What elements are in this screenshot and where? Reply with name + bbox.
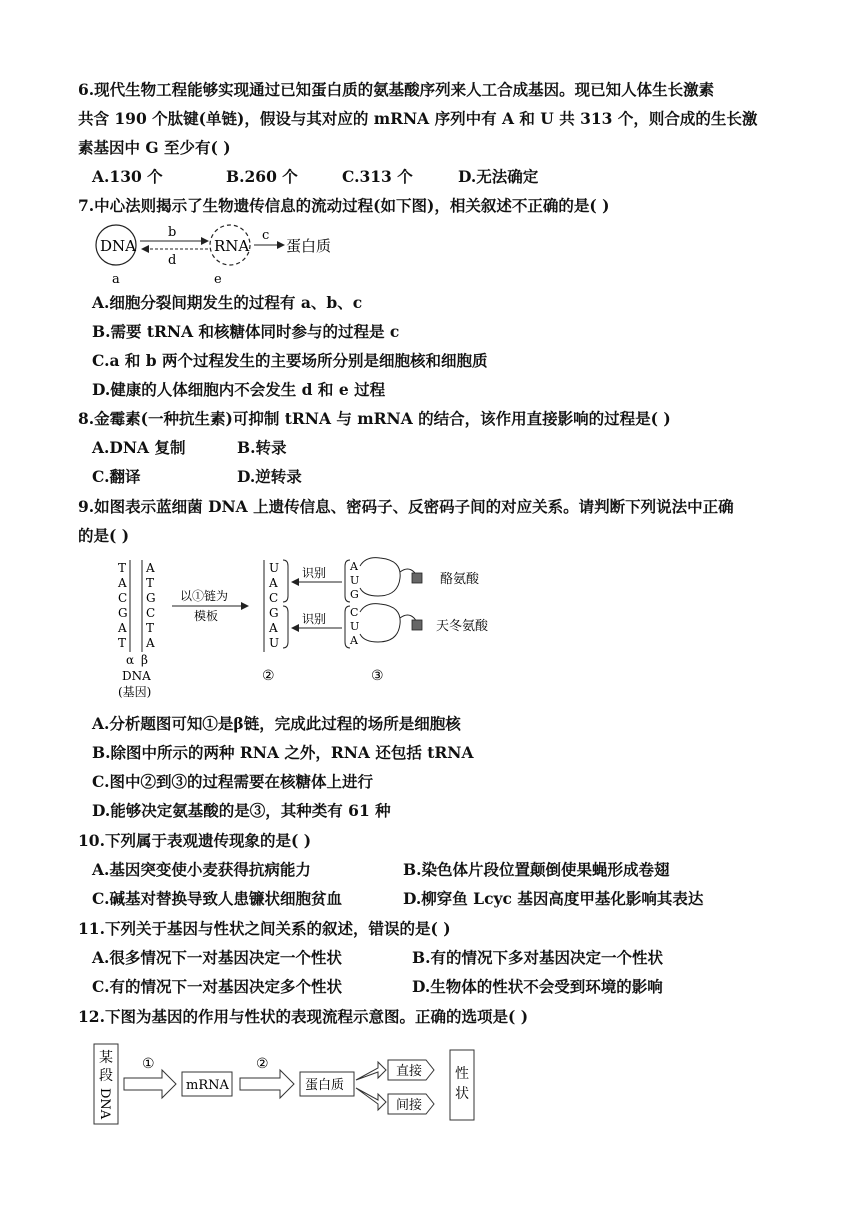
mrna-label: mRNA	[186, 1078, 229, 1093]
trna-1-amino-box	[412, 573, 422, 583]
indirect-arrow	[356, 1088, 386, 1110]
alpha-base-6: T	[118, 636, 127, 650]
num-3: ③	[371, 668, 384, 684]
q11-option-a: A.很多情况下一对基因决定一个性状	[92, 948, 342, 967]
mrna-base-4: G	[269, 606, 279, 620]
label-a: a	[112, 272, 120, 287]
q7-option-a: A.细胞分裂间期发生的过程有 a、b、c	[92, 293, 363, 312]
q6-option-b: B.260 个	[226, 167, 298, 186]
step-2-label: ②	[256, 1056, 269, 1072]
q11-option-b: B.有的情况下多对基因决定一个性状	[412, 948, 663, 967]
label-d: d	[168, 253, 177, 268]
num-2: ②	[262, 668, 275, 684]
mrna-codon-bracket-2	[283, 606, 288, 648]
q11-option-c: C.有的情况下一对基因决定多个性状	[92, 977, 342, 996]
trna-1-anticodon-3: G	[350, 588, 359, 601]
mrna-base-1: U	[269, 561, 280, 575]
gene-char-1: 某	[99, 1050, 113, 1066]
label-e: e	[214, 272, 222, 287]
alpha-label: α	[126, 653, 135, 667]
q8-option-b: B.转录	[237, 438, 287, 457]
q8-stem: 8.金霉素(一种抗生素)可抑制 tRNA 与 mRNA 的结合，该作用直接影响的过程是( )	[78, 409, 671, 428]
q9-line-2: 的是( )	[78, 526, 130, 545]
dna-label: DNA	[122, 669, 151, 683]
gene-expression-flowchart	[90, 1040, 490, 1130]
gene-char-3: DNA	[97, 1088, 112, 1120]
beta-base-3: G	[146, 591, 156, 605]
q9-line-1: 9.如图表示蓝细菌 DNA 上遗传信息、密码子、反密码子间的对应关系。请判断下列说法中正确	[78, 497, 734, 516]
trait-char-2: 状	[455, 1086, 469, 1102]
trait-box	[450, 1050, 474, 1120]
q10-option-c: C.碱基对替换导致人患镰状细胞贫血	[92, 889, 342, 908]
alpha-base-1: T	[118, 561, 127, 575]
q6-option-a: A.130 个	[92, 167, 163, 186]
trna-1-shape	[360, 558, 420, 596]
trna-2-shape	[360, 604, 420, 642]
q6-line-1: 6.现代生物工程能够实现通过已知蛋白质的氨基酸序列来人工合成基因。现已知人体生长激素	[78, 80, 715, 99]
protein-label: 蛋白质	[305, 1078, 345, 1093]
gene-label: (基因)	[118, 685, 152, 699]
indirect-label: 间接	[396, 1098, 423, 1113]
alpha-base-2: A	[118, 576, 127, 590]
trna-2-anticodon-1: C	[350, 606, 359, 619]
beta-base-4: C	[146, 606, 156, 620]
beta-base-2: T	[146, 576, 155, 590]
label-b: b	[168, 225, 177, 240]
recognize-label-1: 识别	[302, 566, 327, 580]
recognize-label-2: 识别	[302, 612, 327, 626]
q7-option-c: C.a 和 b 两个过程发生的主要场所分别是细胞核和细胞质	[92, 351, 488, 370]
mrna-codon-bracket-1	[283, 560, 288, 602]
alpha-base-4: G	[118, 606, 128, 620]
trna-1-anticodon-2: U	[350, 574, 360, 587]
beta-label: β	[141, 653, 148, 667]
q8-option-d: D.逆转录	[237, 467, 302, 486]
q10-stem: 10.下列属于表观遗传现象的是( )	[78, 831, 312, 850]
beta-base-1: A	[146, 561, 155, 575]
trna-2-amino-box	[412, 620, 422, 630]
codon-diagram	[110, 556, 530, 706]
q7-option-b: B.需要 tRNA 和核糖体同时参与的过程是 c	[92, 322, 400, 341]
step-1-arrow	[124, 1070, 176, 1098]
direct-arrow	[356, 1062, 386, 1080]
q10-option-a: A.基因突变使小麦获得抗病能力	[92, 860, 311, 879]
step-1-label: ①	[142, 1056, 155, 1072]
central-dogma-rna: RNA	[214, 237, 250, 255]
q10-option-d: D.柳穿鱼 Lcyc 基因高度甲基化影响其表达	[403, 889, 704, 908]
amino-acid-1: 酪氨酸	[440, 572, 480, 587]
mrna-base-5: A	[269, 621, 278, 635]
q7-stem: 7.中心法则揭示了生物遗传信息的流动过程(如下图)，相关叙述不正确的是( )	[78, 196, 610, 215]
gene-char-2: 段	[99, 1068, 113, 1084]
q9-option-a: A.分析题图可知①是β链，完成此过程的场所是细胞核	[92, 714, 461, 733]
q12-stem: 12.下图为基因的作用与性状的表现流程示意图。正确的选项是( )	[78, 1007, 529, 1026]
q7-option-d: D.健康的人体细胞内不会发生 d 和 e 过程	[92, 380, 386, 399]
mrna-base-3: C	[269, 591, 279, 605]
q6-line-2: 共含 190 个肽键(单链)，假设与其对应的 mRNA 序列中有 A 和 U 共 313 个，则合成的生长激	[78, 109, 758, 128]
q11-option-d: D.生物体的性状不会受到环境的影响	[412, 977, 663, 996]
amino-acid-2: 天冬氨酸	[436, 619, 489, 634]
q8-option-a: A.DNA 复制	[92, 438, 186, 457]
alpha-base-3: C	[118, 591, 128, 605]
central-dogma-dna: DNA	[100, 237, 136, 255]
step-2-arrow	[240, 1070, 294, 1098]
q11-stem: 11.下列关于基因与性状之间关系的叙述，错误的是( )	[78, 919, 451, 938]
template-label-1: 以①链为	[180, 589, 229, 603]
q9-option-d: D.能够决定氨基酸的是③，其种类有 61 种	[92, 801, 391, 820]
template-label-2: 模板	[194, 609, 219, 623]
central-dogma-protein: 蛋白质	[286, 237, 332, 255]
beta-base-6: A	[146, 636, 155, 650]
trna-1-anticodon-1: A	[350, 560, 358, 573]
q10-option-b: B.染色体片段位置颠倒使果蝇形成卷翅	[403, 860, 670, 879]
q6-line-3: 素基因中 G 至少有( )	[78, 138, 231, 157]
beta-base-5: T	[146, 621, 155, 635]
central-dogma-diagram	[88, 220, 348, 290]
trna-2-anticodon-2: U	[350, 620, 360, 633]
direct-label: 直接	[396, 1064, 423, 1079]
q8-option-c: C.翻译	[92, 467, 141, 486]
alpha-base-5: A	[118, 621, 127, 635]
q9-option-b: B.除图中所示的两种 RNA 之外，RNA 还包括 tRNA	[92, 743, 474, 762]
trna-2-anticodon-3: A	[350, 634, 358, 647]
mrna-base-2: A	[269, 576, 278, 590]
q6-option-d: D.无法确定	[458, 167, 539, 186]
q6-option-c: C.313 个	[342, 167, 413, 186]
q9-option-c: C.图中②到③的过程需要在核糖体上进行	[92, 772, 373, 791]
mrna-base-6: U	[269, 636, 280, 650]
trait-char-1: 性	[455, 1066, 469, 1082]
label-c: c	[262, 228, 270, 243]
